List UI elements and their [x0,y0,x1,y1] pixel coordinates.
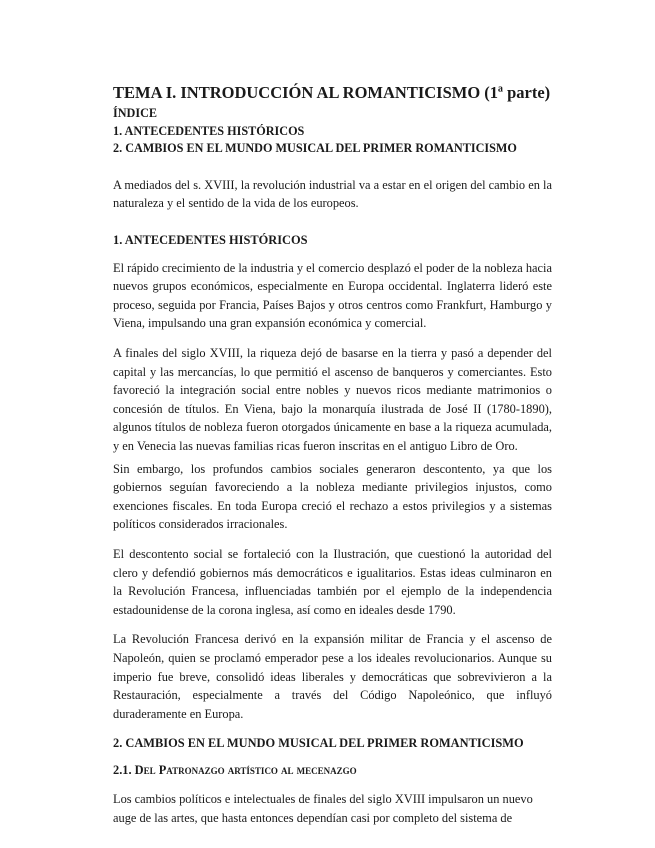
section-2-heading: 2. CAMBIOS EN EL MUNDO MUSICAL DEL PRIMER ROMANTICISMO [113,736,524,751]
section-1-paragraph-2: A finales del siglo XVIII, la riqueza dejó de basarse en la tierra y pasó a depender del capital y las mercancías, lo que permitió el ascenso de banqueros y comerciantes. Esto favoreció la integración social entre nobles y nuevos ricos mediante matrimonios o concesión de títulos. En Viena, bajo la monarquía ilustrada de José II (1780-1890), algunos títulos de nobleza fueron otorgados únicamente en base a la riqueza acumulada, y en Venecia las nuevas familias ricas fueron inscritas en el antiguo Libro de Oro. [113,346,552,454]
section-1-paragraph-5: La Revolución Francesa derivó en la expansión militar de Francia y el ascenso de Napoleón, quien se proclamó emperador pese a los ideales revolucionarios. Aunque su imperio fue breve, consolidó ideas liberales y democráticas que sobrevivieron a la Restauración, especialmente a través del Código Napoleónico, que influyó duraderamente en Europa. [113,632,552,721]
index-heading: ÍNDICE [113,106,158,120]
index-item-1: 1. ANTECEDENTES HISTÓRICOS [113,123,305,138]
section-2-1-paragraph: Los cambios políticos e intelectuales de finales del siglo XVIII impulsaron un nuevo auge de las artes, que hasta entonces dependían casi por completo del sistema de [113,792,533,825]
document-title: TEMA I. INTRODUCCIÓN AL ROMANTICISMO (1ª parte) [113,83,551,102]
section-1-paragraph-4: El descontento social se fortaleció con la Ilustración, que cuestionó la autoridad del clero y defendió gobiernos más democráticos e igualitarios. Estas ideas culminaron en la Revolución Francesa, influenciadas también por el ejemplo de la independencia estadounidense de la corona inglesa, así como en ideales desde 1790. [113,547,552,617]
section-2-1-subheading: 2.1. Del Patronazgo artístico al mecenazgo [113,763,357,778]
intro-paragraph: A mediados del s. XVIII, la revolución industrial va a estar en el origen del cambio en la naturaleza y el sentido de la vida de los europeos. [113,177,552,211]
section-1-heading: 1. ANTECEDENTES HISTÓRICOS [113,232,308,247]
section-1-paragraph-3: Sin embargo, los profundos cambios sociales generaron descontento, ya que los gobiernos seguían favoreciendo a la nobleza mediante privilegios injustos, como exenciones fiscales. En toda Europa creció el rechazo a estos privilegios y a sistemas políticos considerados irracionales. [113,461,552,532]
index-item-2: 2. CAMBIOS EN EL MUNDO MUSICAL DEL PRIMER ROMANTICISMO [113,141,517,155]
section-1-paragraph-1: El rápido crecimiento de la industria y el comercio desplazó el poder de la nobleza hacia nuevos grupos económicos, especialmente en Europa occidental. Inglaterra lideró este proceso, seguida por Francia, Países Bajos y otros centros como Frankfurt, Hamburgo y Viena, impulsando una gran expansión económica y comercial. [113,260,552,331]
